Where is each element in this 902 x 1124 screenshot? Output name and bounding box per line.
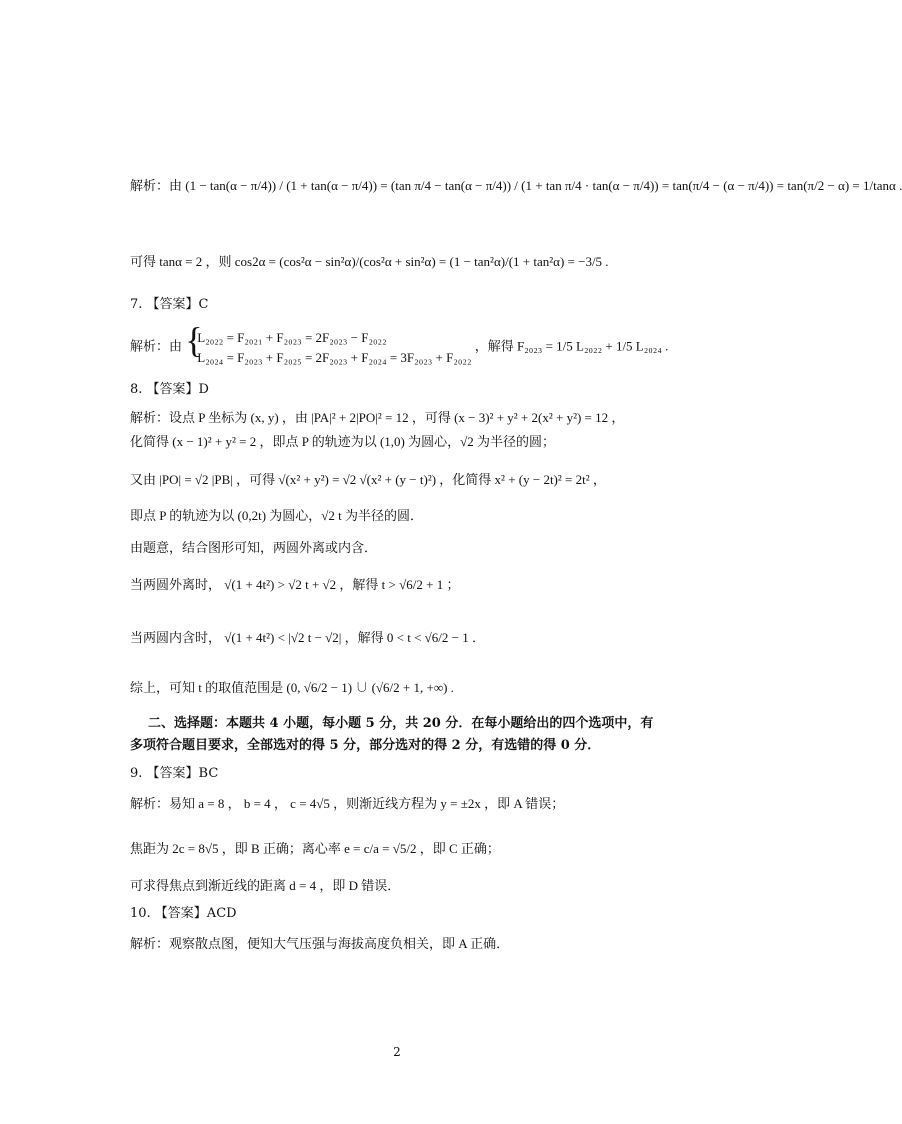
section2-heading-line2: 多项符合题目要求，全部选对的得 5 分，部分选对的得 2 分，有选错的得 0 分． [130, 738, 601, 753]
q8-line8: 综上，可知 t 的取值范围是 (0, √6/2 − 1) ∪ (√6/2 + 1, +∞) . [130, 680, 454, 695]
q10-line1: 解析：观察散点图，便知大气压强与海拔高度负相关，即 A 正确． [130, 936, 510, 951]
q7-prefix: 解析：由 [130, 338, 183, 354]
q10-answer: 10. 【答案】ACD [130, 906, 237, 921]
q7-result: ，解得 F₂₀₂₃ = 1/5 L₂₀₂₂ + 1/5 L₂₀₂₄ . [474, 338, 669, 354]
q8-line1: 解析：设点 P 坐标为 (x, y) ，由 |PA|² + 2|PO|² = 12 ，可得 (x − 3)² + y² + 2(x² + y²) = 12 ， [130, 410, 625, 425]
q8-line3: 又由 |PO| = √2 |PB| ，可得 √(x² + y²) = √2 √(x² + (y − t)²) ，化简得 x² + (y − 2t)² = 2t² ， [130, 472, 606, 487]
q6-solution-line2: 可得 tanα = 2 ，则 cos2α = (cos²α − sin²α)/(cos²α + sin²α) = (1 − tan²α)/(1 + tan²α) = −3/5 . [130, 254, 609, 269]
q8-line2: 化简得 (x − 1)² + y² = 2 ，即点 P 的轨迹为以 (1,0) 为圆心，√2 为半径的圆； [130, 434, 555, 449]
q8-line7: 当两圆内含时， √(1 + 4t²) < |√2 t − √2| ，解得 0 < t < √6/2 − 1 ． [130, 630, 485, 645]
q9-line2: 焦距为 2c = 8√5 ，即 B 正确；离心率 e = c/a = √5/2 ，即 C 正确； [130, 841, 500, 856]
q7-eq2: L₂₀₂₄ = F₂₀₂₃ + F₂₀₂₅ = 2F₂₀₂₃ + F₂₀₂₄ = 3F₂₀₂₃ + F₂₀₂₂ [197, 349, 472, 365]
q8-line4: 即点 P 的轨迹为以 (0,2t) 为圆心，√2 t 为半径的圆． [130, 508, 424, 523]
q9-line3: 可求得焦点到渐近线的距离 d = 4 ，即 D 错误． [130, 878, 401, 893]
q8-answer: 8. 【答案】D [130, 382, 209, 397]
q7-answer: 7. 【答案】C [130, 297, 209, 312]
q7-solution [130, 328, 704, 367]
page-number: 2 [393, 1045, 401, 1059]
q7-eq1: { L₂₀₂₂ = F₂₀₂₁ + F₂₀₂₃ = 2F₂₀₂₃ − F₂₀₂₂ [197, 330, 387, 345]
q8-line5: 由题意，结合图形可知，两圆外离或内含． [130, 540, 378, 555]
section2-heading-line1: 二、选择题：本题共 4 小题，每小题 5 分，共 20 分．在每小题给出的四个选项中，有 [148, 716, 654, 731]
q8-line6: 当两圆外离时， √(1 + 4t²) > √2 t + √2 ，解得 t > √6/2 + 1 ； [130, 577, 460, 592]
q6-solution-line1: 解析：由 (1 − tan(α − π/4)) / (1 + tan(α − π/4)) = (tan π/4 − tan(α − π/4)) / (1 + tan π/4 · tan(α − π/4)) = tan(π/4 − (α − π/4)) = tan(π/2 − α) = 1/tanα . [130, 178, 902, 193]
q9-line1: 解析：易知 a = 8 ， b = 4 ， c = 4√5 ，则渐近线方程为 y = ±2x ，即 A 错误； [130, 796, 565, 811]
q9-answer: 9. 【答案】BC [130, 766, 219, 781]
q7-equation-system [185, 328, 471, 367]
